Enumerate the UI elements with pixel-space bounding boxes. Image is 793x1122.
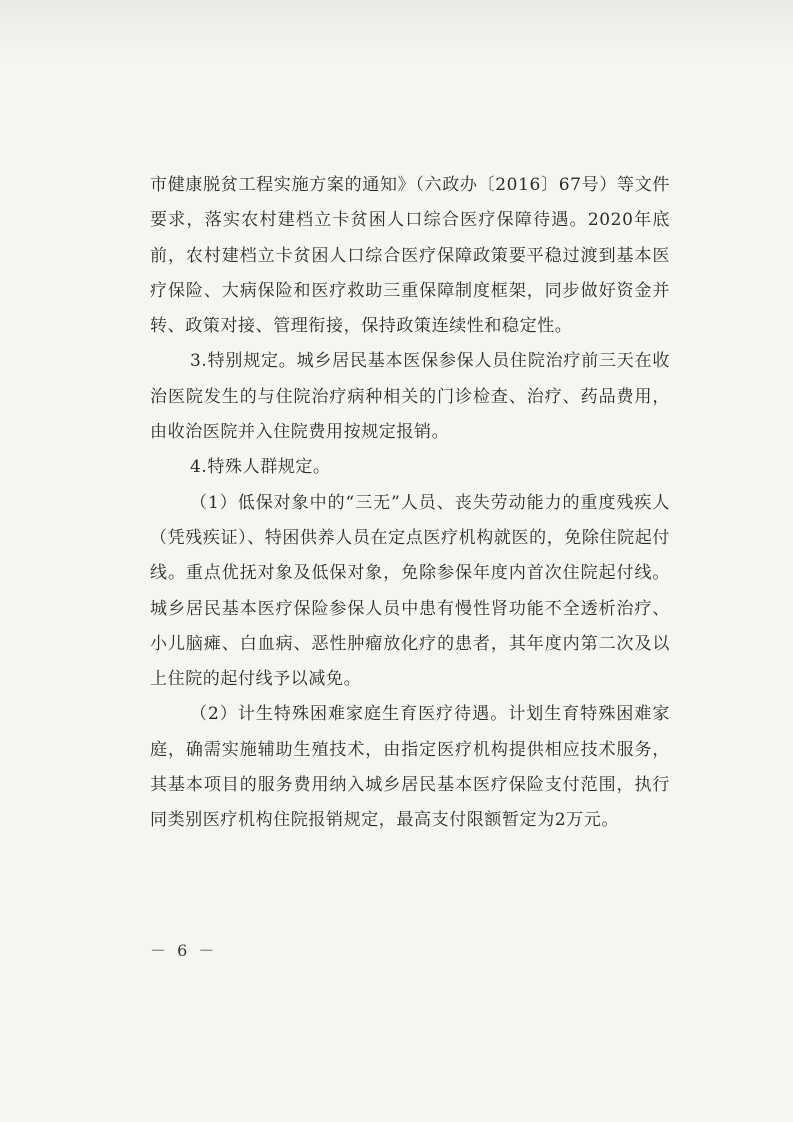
paragraph-family-planning-benefit: （2）计生特殊困难家庭生育医疗待遇。计划生育特殊困难家庭，确需实施辅助生殖技术，由指定医疗机构提供相应技术服务，其基本项目的服务费用纳入城乡居民基本医疗保险支付范围，执行同类别医疗机构住院报销规定，最高支付限额暂定为2万元。	[150, 704, 670, 831]
paragraph-low-income-exemption: （1）低保对象中的“三无”人员、丧失劳动能力的重度残疾人（凭残疾证）、特困供养人员在定点医疗机构就医的，免除住院起付线。重点优抚对象及低保对象，免除参保年度内首次住院起付线。城乡居民基本医疗保险参保人员中患有慢性肾功能不全透析治疗、小儿脑瘫、白血病、恶性肿瘤放化疗的患者，其年度内第二次及以上住院的起付线予以减免。	[150, 492, 670, 690]
paragraph-special-groups-heading: 4.特殊人群规定。	[190, 457, 331, 478]
page-number: － 6 －	[150, 941, 218, 960]
paragraph-policy-continuation: 市健康脱贫工程实施方案的通知》（六政办〔2016〕67号）等文件要求，落实农村建档立卡贫困人口综合医疗保障待遇。2020年底前，农村建档立卡贫困人口综合医疗保障政策要平稳过渡到基本医疗保险、大病保险和医疗救助三重保障制度框架，同步做好资金并转、政策对接、管理衔接，保持政策连续性和稳定性。	[150, 175, 670, 337]
paragraph-special-provision: 3.特别规定。城乡居民基本医保参保人员住院治疗前三天在收治医院发生的与住院治疗病种相关的门诊检查、治疗、药品费用，由收治医院并入住院费用按规定报销。	[150, 351, 670, 443]
scan-shadow	[0, 0, 793, 60]
document-body	[150, 168, 670, 839]
